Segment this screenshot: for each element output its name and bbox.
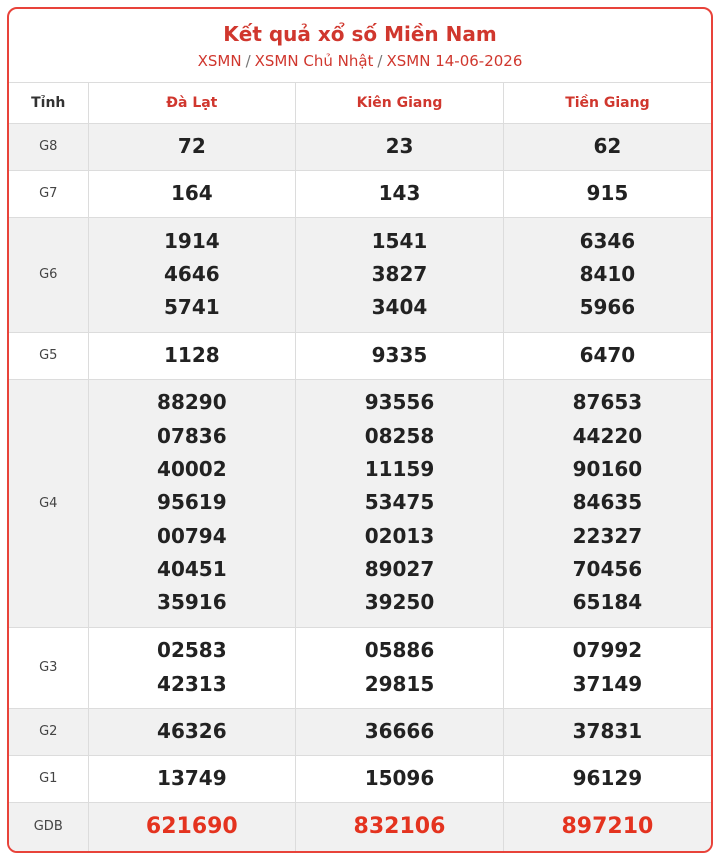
prize-cell <box>296 708 504 755</box>
special-prize-number: 897210 <box>561 814 654 840</box>
breadcrumb-link-date[interactable]: XSMN 14-06-2026 <box>386 52 523 70</box>
results-card <box>7 7 713 853</box>
prize-number: 915 <box>586 180 629 205</box>
prize-cell <box>296 755 504 802</box>
prize-number: 23 <box>385 133 414 158</box>
breadcrumb-link-weekday[interactable]: XSMN Chủ Nhật <box>254 52 374 70</box>
prize-cell <box>88 755 296 802</box>
prize-cell <box>296 217 504 332</box>
prize-cell <box>88 379 296 627</box>
prize-cell <box>503 627 711 708</box>
prize-cell <box>503 332 711 379</box>
prize-cell <box>296 379 504 627</box>
prize-label: G3 <box>9 627 88 708</box>
prize-cell <box>88 217 296 332</box>
prize-cell <box>296 332 504 379</box>
prize-number: 15096 <box>364 765 435 790</box>
prize-number: 05886 <box>364 638 435 663</box>
prize-cell <box>88 123 296 170</box>
prize-cell <box>503 379 711 627</box>
prize-label: GDB <box>9 802 88 851</box>
prize-cell <box>503 123 711 170</box>
prize-number: 08258 <box>364 423 435 448</box>
prize-number: 46326 <box>157 718 227 743</box>
prize-number: 53475 <box>364 490 435 515</box>
prize-number: 87653 <box>572 390 643 415</box>
prize-number: 93556 <box>364 390 435 415</box>
prize-number: 37831 <box>572 718 643 743</box>
prize-row-g5 <box>9 332 711 379</box>
prize-number: 72 <box>177 133 206 158</box>
prize-number: 1128 <box>163 342 220 367</box>
prize-number: 22327 <box>572 523 643 548</box>
prize-number: 70456 <box>572 556 643 581</box>
table-header-row <box>9 83 711 123</box>
prize-cell <box>88 170 296 217</box>
results-header <box>9 9 711 83</box>
prize-cell <box>503 755 711 802</box>
prize-label: G6 <box>9 217 88 332</box>
prize-cell <box>503 170 711 217</box>
column-header-kien-giang[interactable]: Kiên Giang <box>296 83 504 123</box>
prize-number: 9335 <box>371 342 428 367</box>
page-title: Kết quả xổ số Miền Nam <box>223 22 497 46</box>
prize-number: 39250 <box>364 590 435 615</box>
prize-number: 42313 <box>157 671 227 696</box>
prize-number: 36666 <box>364 718 435 743</box>
prize-row-g7 <box>9 170 711 217</box>
prize-number: 90160 <box>572 457 643 482</box>
special-prize-number: 621690 <box>145 814 238 840</box>
column-header-tien-giang[interactable]: Tiền Giang <box>503 83 711 123</box>
prize-number: 65184 <box>572 590 643 615</box>
prize-number: 44220 <box>572 423 643 448</box>
prize-number: 3827 <box>371 261 428 286</box>
prize-number: 5741 <box>163 295 220 320</box>
prize-number: 3404 <box>371 295 428 320</box>
prize-number: 35916 <box>157 590 227 615</box>
prize-row-g2 <box>9 708 711 755</box>
prize-number: 143 <box>378 180 421 205</box>
prize-row-g1 <box>9 755 711 802</box>
prize-label: G4 <box>9 379 88 627</box>
prize-number: 89027 <box>364 556 435 581</box>
prize-cell <box>296 170 504 217</box>
prize-number: 29815 <box>364 671 435 696</box>
prize-number: 02013 <box>364 523 435 548</box>
prize-number: 1541 <box>371 228 428 253</box>
prize-number: 164 <box>170 180 213 205</box>
prize-number: 84635 <box>572 490 643 515</box>
prize-number: 4646 <box>163 261 220 286</box>
prize-number: 11159 <box>364 457 435 482</box>
special-prize-number: 832106 <box>353 814 446 840</box>
prize-number: 96129 <box>572 765 643 790</box>
column-header-province: Tỉnh <box>9 83 88 123</box>
prize-number: 37149 <box>572 671 643 696</box>
prize-number: 40002 <box>157 457 227 482</box>
prize-number: 07992 <box>572 638 643 663</box>
prize-number: 62 <box>593 133 622 158</box>
prize-number: 07836 <box>157 423 227 448</box>
prize-row-g3 <box>9 627 711 708</box>
prize-cell <box>503 802 711 851</box>
prize-row-g8 <box>9 123 711 170</box>
breadcrumb <box>9 51 711 71</box>
results-table <box>9 83 711 851</box>
prize-cell <box>88 802 296 851</box>
breadcrumb-separator: / <box>245 52 251 70</box>
prize-number: 6346 <box>579 228 636 253</box>
prize-cell <box>503 217 711 332</box>
prize-cell <box>88 627 296 708</box>
prize-cell <box>296 123 504 170</box>
prize-number: 02583 <box>157 638 227 663</box>
prize-number: 8410 <box>579 261 636 286</box>
prize-cell <box>88 708 296 755</box>
prize-number: 00794 <box>157 523 227 548</box>
prize-number: 95619 <box>157 490 227 515</box>
prize-row-gdb <box>9 802 711 851</box>
prize-number: 6470 <box>579 342 636 367</box>
prize-number: 88290 <box>157 390 227 415</box>
prize-label: G2 <box>9 708 88 755</box>
prize-cell <box>296 627 504 708</box>
prize-number: 1914 <box>163 228 220 253</box>
breadcrumb-link-xsmn[interactable]: XSMN <box>197 52 242 70</box>
prize-number: 40451 <box>157 556 227 581</box>
prize-number: 13749 <box>157 765 227 790</box>
prize-cell <box>88 332 296 379</box>
prize-label: G7 <box>9 170 88 217</box>
prize-label: G8 <box>9 123 88 170</box>
prize-label: G1 <box>9 755 88 802</box>
prize-number: 5966 <box>579 295 636 320</box>
prize-row-g6 <box>9 217 711 332</box>
prize-label: G5 <box>9 332 88 379</box>
column-header-da-lat[interactable]: Đà Lạt <box>88 83 296 123</box>
prize-row-g4 <box>9 379 711 627</box>
prize-cell <box>503 708 711 755</box>
prize-cell <box>296 802 504 851</box>
breadcrumb-separator: / <box>377 52 383 70</box>
